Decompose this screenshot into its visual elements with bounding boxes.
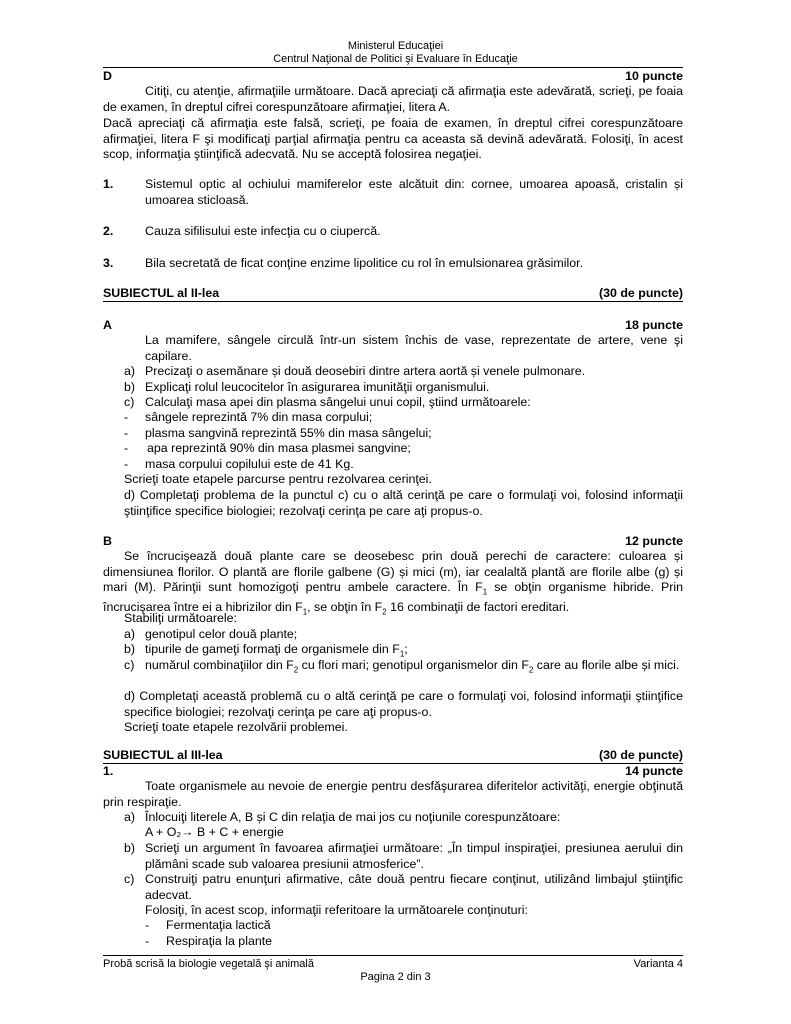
section-3-intro: Toate organismele au nevoie de energie pentru desfăşurarea diferitelor activităţi, energie obţinută prin respiraţie. <box>103 779 683 809</box>
2a-bullet1-dash: - <box>124 410 129 424</box>
2a-bullet2-dash: - <box>124 426 129 440</box>
2a-bullet3-dash: - <box>124 441 129 455</box>
2b-question-a: genotipul celor două plante; <box>145 627 298 641</box>
2a-bullet4: masa corpului copilului este de 41 Kg. <box>145 457 354 471</box>
section-2-points: (30 de puncte) <box>599 286 683 300</box>
3-topic2-dash: - <box>145 934 150 948</box>
section-3-item-points: 14 puncte <box>625 764 683 778</box>
3-question-b: Scrieţi un argument în favoarea afirmaţiei următoare: „În timpul inspiraţiei, presiunea aerului din plămâni scade sub valoarea presiunii atmosferice”. <box>145 841 683 871</box>
2a-qb-tag: b) <box>124 380 136 394</box>
header-center: Centrul Naţional de Politici şi Evaluare în Educaţie <box>273 53 518 65</box>
3-qa-tag: a) <box>124 810 136 824</box>
2b-qa-tag: a) <box>124 627 136 641</box>
3-topic2: Respiraţia la plante <box>166 934 273 948</box>
3-topic1-dash: - <box>145 918 150 932</box>
2a-bullet4-dash: - <box>124 457 129 471</box>
section-2b-statement: Se încrucişează două plante care se deosebesc prin două perechi de caractere: culoarea și dimensiunea florilor. O plantă are florile galbene (G) și mici (m), iar cealaltă plantă are florile albe (g) și mari (M). Părinţii sunt homozigoţi pentru ambele caractere. În $F_1$ se obţin organisme hibride. Prin încrucişarea între ei a hibrizilor din $F_1$, se obţin în $F_2$ 16 combinaţii de factori ereditari. <box>103 549 683 617</box>
2b-qb-tag: b) <box>124 642 136 656</box>
2b-qc-tag: c) <box>124 658 135 672</box>
section-3-points: (30 de puncte) <box>599 748 683 762</box>
2a-bullet1: sângele reprezintă 7% din masa corpului; <box>145 410 373 424</box>
section-3-item-number: 1. <box>103 764 114 778</box>
d-item2-number: 2. <box>103 224 114 238</box>
section-d-intro1: Citiţi, cu atenţie, afirmaţiile următoare. Dacă apreciaţi că afirmaţia este adevărată, scrieţi, pe foaia de examen, în dreptul cifrei corespunzătoare afirmaţiei, litera A. <box>103 84 683 114</box>
header-divider <box>103 67 683 68</box>
2a-question-d: d) Completaţi problema de la punctul c) cu o altă cerinţă pe care o formulaţi voi, folosind informaţii ştiinţifice specifice biologiei; rezolvaţi cerinţa pe care aţi propus-o. <box>124 488 683 518</box>
3-question-a: Înlocuiţi literele A, B și C din relaţia de mai jos cu noţiunile corespunzătoare: <box>145 810 561 824</box>
section-2-heading <box>103 286 683 302</box>
section-2a-intro: La mamifere, sângele circulă într-un sistem închis de vase, reprezentate de artere, vene şi capilare. <box>145 333 683 363</box>
3-question-c: Construiţi patru enunţuri afirmative, câte două pentru fiecare conţinut, utilizând limbajul ştiinţific adecvat. <box>145 872 683 902</box>
section-3-heading <box>103 748 683 764</box>
d-item3-text: Bila secretată de ficat conţine enzime lipolitice cu rol în emulsionarea grăsimilor. <box>145 256 584 270</box>
3-formula: A + O₂→ B + C + energie <box>145 825 284 839</box>
2b-question-c: numărul combinaţiilor din $F_2$ cu flori mari; genotipul organismelor din $F_2$ care au florile albe și mici. <box>145 658 680 675</box>
2a-bullet2: plasma sangvină reprezintă 55% din masa sângelui; <box>145 426 432 440</box>
2a-question-b: Explicaţi rolul leucocitelor în asigurarea imunităţii organismului. <box>145 380 490 394</box>
3-use-info: Folosiţi, în acest scop, informaţii referitoare la următoarele conţinuturi: <box>145 903 528 917</box>
section-2b-letter: B <box>103 534 112 548</box>
d-item2-text: Cauza sifilisului este infecţia cu o ciupercă. <box>145 224 381 238</box>
2b-establish: Stabiliţi următoarele: <box>124 611 237 625</box>
section-2a-points: 18 puncte <box>625 318 683 332</box>
footer-page-number: Pagina 2 din 3 <box>360 971 431 983</box>
2a-steps: Scrieţi toate etapele parcurse pentru rezolvarea cerinţei. <box>124 472 432 486</box>
section-2-title: SUBIECTUL al II-lea <box>103 286 220 300</box>
footer-divider <box>103 955 683 956</box>
2a-qc-tag: c) <box>124 395 135 409</box>
footer-variant: Varianta 4 <box>633 958 683 970</box>
d-item3-number: 3. <box>103 256 114 270</box>
2a-question-c: Calculaţi masa apei din plasma sângelui unui copil, ştiind următoarele: <box>145 395 531 409</box>
2b-question-d: d) Completaţi această problemă cu o altă cerinţă pe care o formulaţi voi, folosind informaţii ştiinţifice specifice biologiei; rezolvaţi cerinţa pe care aţi propus-o. <box>124 689 683 719</box>
section-3-title: SUBIECTUL al III-lea <box>103 748 223 762</box>
3-topic1: Fermentaţia lactică <box>166 918 271 932</box>
section-d-points: 10 puncte <box>625 69 683 83</box>
2a-bullet3: apa reprezintă 90% din masa plasmei sangvine; <box>147 441 411 455</box>
2b-question-b: tipurile de gameţi formaţi de organismele din $F_1$; <box>145 642 408 659</box>
header-ministry: Ministerul Educaţiei <box>347 40 444 52</box>
2a-question-a: Precizaţi o asemănare și două deosebiri dintre artera aortă și venele pulmonare. <box>145 364 586 378</box>
section-2a-letter: A <box>103 318 112 332</box>
section-d-intro2: Dacă apreciaţi că afirmaţia este falsă, scrieţi, pe foaia de examen, în dreptul cifrei corespunzătoare afirmaţiei, litera F şi modificaţi parţial afirmaţia pentru ca aceasta să devină adevărată. Folosiţi, în acest scop, informaţia ştiinţifică adecvată. Nu se acceptă folosirea negaţiei. <box>103 116 683 162</box>
3-qc-tag: c) <box>124 872 135 886</box>
d-item1-number: 1. <box>103 177 114 191</box>
2a-qa-tag: a) <box>124 364 136 378</box>
section-d-letter: D <box>103 69 112 83</box>
section-2b-points: 12 puncte <box>625 534 683 548</box>
footer-exam-title: Probă scrisă la biologie vegetală şi animală <box>103 958 314 970</box>
2b-steps: Scrieţi toate etapele rezolvării problemei. <box>124 720 348 734</box>
3-qb-tag: b) <box>124 841 136 855</box>
d-item1-text: Sistemul optic al ochiului mamiferelor este alcătuit din: cornee, umoarea apoasă, cristalin și umoarea sticloasă. <box>145 177 683 207</box>
